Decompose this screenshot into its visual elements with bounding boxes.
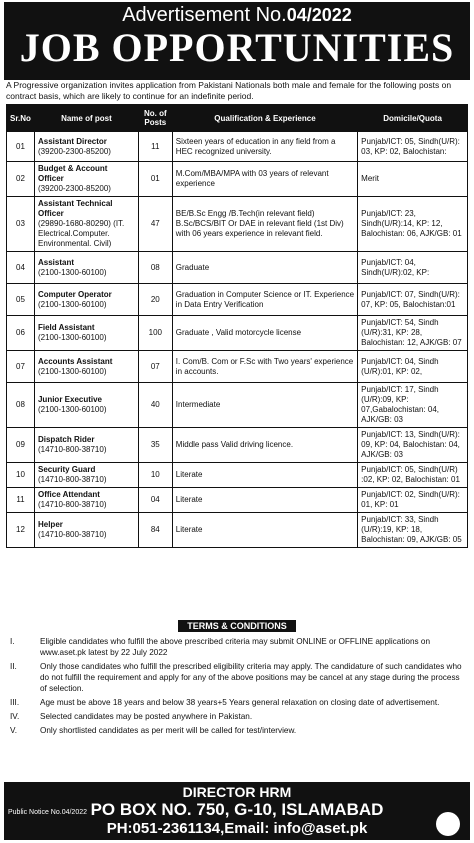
col-sr: Sr.No [7, 105, 35, 132]
header-banner [4, 2, 470, 80]
cell-sr: 02 [7, 162, 35, 197]
post-name: Field Assistant [37, 323, 95, 332]
col-qualification: Qualification & Experience [172, 105, 357, 132]
cell-qualification: BE/B.Sc Engg /B.Tech(in relevant field) B.Sc/BCS/BIT Or DAE in relevant field (1st Div) with 06 years experience in relevant field. [172, 197, 357, 252]
cell-posts: 01 [138, 162, 172, 197]
terms-list [10, 636, 466, 739]
cell-domicile: Merit [358, 162, 468, 197]
post-scale: (2100-1300-60100) [37, 405, 107, 414]
footer-director: DIRECTOR HRM [182, 784, 292, 800]
cell-posts: 10 [138, 463, 172, 488]
terms-number: II. [10, 662, 17, 671]
terms-item [10, 711, 466, 722]
table-row [7, 488, 468, 513]
table-row [7, 316, 468, 351]
cell-post [34, 252, 138, 284]
cell-qualification: Literate [172, 488, 357, 513]
post-scale: (14710-800-38710) [37, 530, 107, 539]
cell-posts: 11 [138, 132, 172, 162]
post-scale: (39200-2300-85200) [37, 146, 111, 156]
table-row [7, 252, 468, 284]
cell-domicile: Punjab/ICT: 04, Sindh (U/R):01, KP: 02, [358, 351, 468, 383]
terms-item [10, 636, 466, 658]
cell-sr: 12 [7, 513, 35, 548]
terms-item [10, 661, 466, 694]
cell-post [34, 284, 138, 316]
post-name: Security Guard [37, 465, 96, 474]
cell-posts: 20 [138, 284, 172, 316]
advertisement-line [4, 2, 470, 26]
cell-domicile: Punjab/ICT: 33, Sindh (U/R):19, KP: 18, Balochistan: 09, AJK/GB: 05 [358, 513, 468, 548]
terms-text: Eligible candidates who fulfill the above prescribed criteria may submit ONLINE or OFFLINE applications on www.aset.pk latest by 22 July 2022 [40, 637, 430, 657]
cell-post [34, 162, 138, 197]
col-name: Name of post [34, 105, 138, 132]
cell-posts: 47 [138, 197, 172, 252]
cell-qualification: Literate [172, 513, 357, 548]
cell-domicile: Punjab/ICT: 04, Sindh(U/R):02, KP: [358, 252, 468, 284]
cell-domicile: Punjab/ICT: 02, Sindh(U/R): 01, KP: 01 [358, 488, 468, 513]
cell-domicile: Punjab/ICT: 05, Sindh(U/R) :02, KP: 02, Balochistan: 01 [358, 463, 468, 488]
cell-sr: 11 [7, 488, 35, 513]
cell-domicile: Punjab/ICT: 17, Sindh (U/R):09, KP: 07,Gabalochistan: 04, AJK/GB: 03 [358, 383, 468, 428]
post-name: Budget & Account Officer [37, 164, 108, 183]
post-name: Computer Operator [37, 289, 112, 299]
cell-sr: 10 [7, 463, 35, 488]
post-scale: (2100-1300-60100) [37, 267, 107, 277]
table-row [7, 132, 468, 162]
cell-post [34, 351, 138, 383]
terms-item [10, 697, 466, 708]
cell-post [34, 316, 138, 351]
cell-post [34, 132, 138, 162]
page-title: JOB OPPORTUNITIES [19, 25, 455, 70]
terms-text: Selected candidates may be posted anywhere in Pakistan. [40, 712, 253, 721]
table-row [7, 513, 468, 548]
post-scale: (2100-1300-60100) [37, 299, 107, 309]
intro-text: A Progressive organization invites application from Pakistani Nationals both male and female for the following posts on contract basis, which are likely to continue for an indefinite period. [6, 80, 452, 101]
post-scale: (14710-800-38710) [37, 500, 107, 509]
footer [4, 782, 470, 840]
cell-domicile: Punjab/ICT: 07, Sindh(U/R): 07, KP: 05, Balochistan:01 [358, 284, 468, 316]
terms-number: IV. [10, 712, 20, 721]
cell-qualification: I. Com/B. Com or F.Sc with Two years' experience in accounts. [172, 351, 357, 383]
cell-sr: 06 [7, 316, 35, 351]
post-name: Junior Executive [37, 395, 103, 404]
terms-item [10, 725, 466, 736]
cell-post [34, 488, 138, 513]
cell-qualification: Intermediate [172, 383, 357, 428]
table-row [7, 284, 468, 316]
advertisement-label: Advertisement No. [122, 4, 287, 26]
cell-sr: 09 [7, 428, 35, 463]
cell-qualification: M.Com/MBA/MPA with 03 years of relevant experience [172, 162, 357, 197]
cell-sr: 05 [7, 284, 35, 316]
terms-text: Only shortlisted candidates as per merit will be called for test/interview. [40, 726, 297, 735]
post-scale: (14710-800-38710) [37, 475, 107, 484]
col-domicile: Domicile/Quota [358, 105, 468, 132]
advertisement-number: 04/2022 [286, 5, 352, 25]
post-scale: (29890-1680-80290) (IT. Electrical.Computer. Environmental. Civil) [37, 219, 125, 248]
table-row [7, 162, 468, 197]
post-scale: (14710-800-38710) [37, 445, 107, 454]
cell-posts: 100 [138, 316, 172, 351]
post-scale: (2100-1300-60100) [37, 366, 107, 376]
cell-domicile: Punjab/ICT: 13, Sindh(U/R): 09, KP: 04, Balochistan: 04, AJK/GB: 03 [358, 428, 468, 463]
terms-number: V. [10, 726, 17, 735]
post-name: Assistant Technical Officer [37, 199, 113, 218]
cell-qualification: Sixteen years of education in any field from a HEC recognized university. [172, 132, 357, 162]
cell-post [34, 383, 138, 428]
cell-qualification: Literate [172, 463, 357, 488]
terms-number: III. [10, 698, 20, 707]
terms-text: Age must be above 18 years and below 38 years+5 Years general relaxation on closing date of advertisement. [40, 698, 440, 707]
table-row [7, 428, 468, 463]
table-row [7, 383, 468, 428]
terms-text: Only those candidates who fulfill the prescribed eligibility criteria may apply. The candidature of such candidates who do not fulfill the requirement and apply for any of the above positions may be cancel at any stage during the process of selection. [40, 662, 462, 693]
post-name: Helper [37, 520, 63, 529]
table-row [7, 351, 468, 383]
cell-sr: 07 [7, 351, 35, 383]
cell-post [34, 428, 138, 463]
post-scale: (39200-2300-85200) [37, 184, 111, 193]
terms-heading: TERMS & CONDITIONS [178, 620, 296, 632]
post-name: Office Attendant [37, 490, 100, 499]
cell-posts: 84 [138, 513, 172, 548]
footer-contact: PH:051-2361134,Email: info@aset.pk [106, 820, 368, 837]
cell-sr: 08 [7, 383, 35, 428]
post-name: Accounts Assistant [37, 356, 113, 366]
cell-post [34, 513, 138, 548]
footer-address: PO BOX NO. 750, G-10, ISLAMABAD [90, 800, 384, 819]
cell-posts: 07 [138, 351, 172, 383]
cell-posts: 08 [138, 252, 172, 284]
cell-posts: 40 [138, 383, 172, 428]
terms-number: I. [10, 637, 15, 646]
table-row [7, 463, 468, 488]
cell-post [34, 463, 138, 488]
cell-sr: 01 [7, 132, 35, 162]
cell-qualification: Graduate , Valid motorcycle license [172, 316, 357, 351]
organization-logo-icon [436, 812, 460, 836]
cell-domicile: Punjab/ICT: 23, Sindh(U/R):14, KP: 12, Balochistan: 06, AJK/GB: 01 [358, 197, 468, 252]
cell-sr: 03 [7, 197, 35, 252]
post-name: Assistant [37, 257, 74, 267]
jobs-table-body [7, 132, 468, 548]
cell-qualification: Graduate [172, 252, 357, 284]
cell-domicile: Punjab/ICT: 05, Sindh(U/R): 03, KP: 02, Balochistan: [358, 132, 468, 162]
cell-qualification: Middle pass Valid driving licence. [172, 428, 357, 463]
cell-posts: 04 [138, 488, 172, 513]
cell-qualification: Graduation in Computer Science or IT. Experience in Data Entry Verification [172, 284, 357, 316]
table-row [7, 197, 468, 252]
post-name: Assistant Director [37, 136, 107, 146]
jobs-table-header [7, 105, 468, 132]
public-notice: Public Notice No.04/2022 [8, 809, 87, 816]
jobs-table [6, 104, 468, 548]
cell-domicile: Punjab/ICT: 54, Sindh (U/R):31, KP: 28, Balochistan: 12, AJK/GB: 07 [358, 316, 468, 351]
cell-posts: 35 [138, 428, 172, 463]
col-posts: No. of Posts [138, 105, 172, 132]
cell-post [34, 197, 138, 252]
post-name: Dispatch Rider [37, 435, 95, 444]
cell-sr: 04 [7, 252, 35, 284]
post-scale: (2100-1300-60100) [37, 333, 107, 342]
